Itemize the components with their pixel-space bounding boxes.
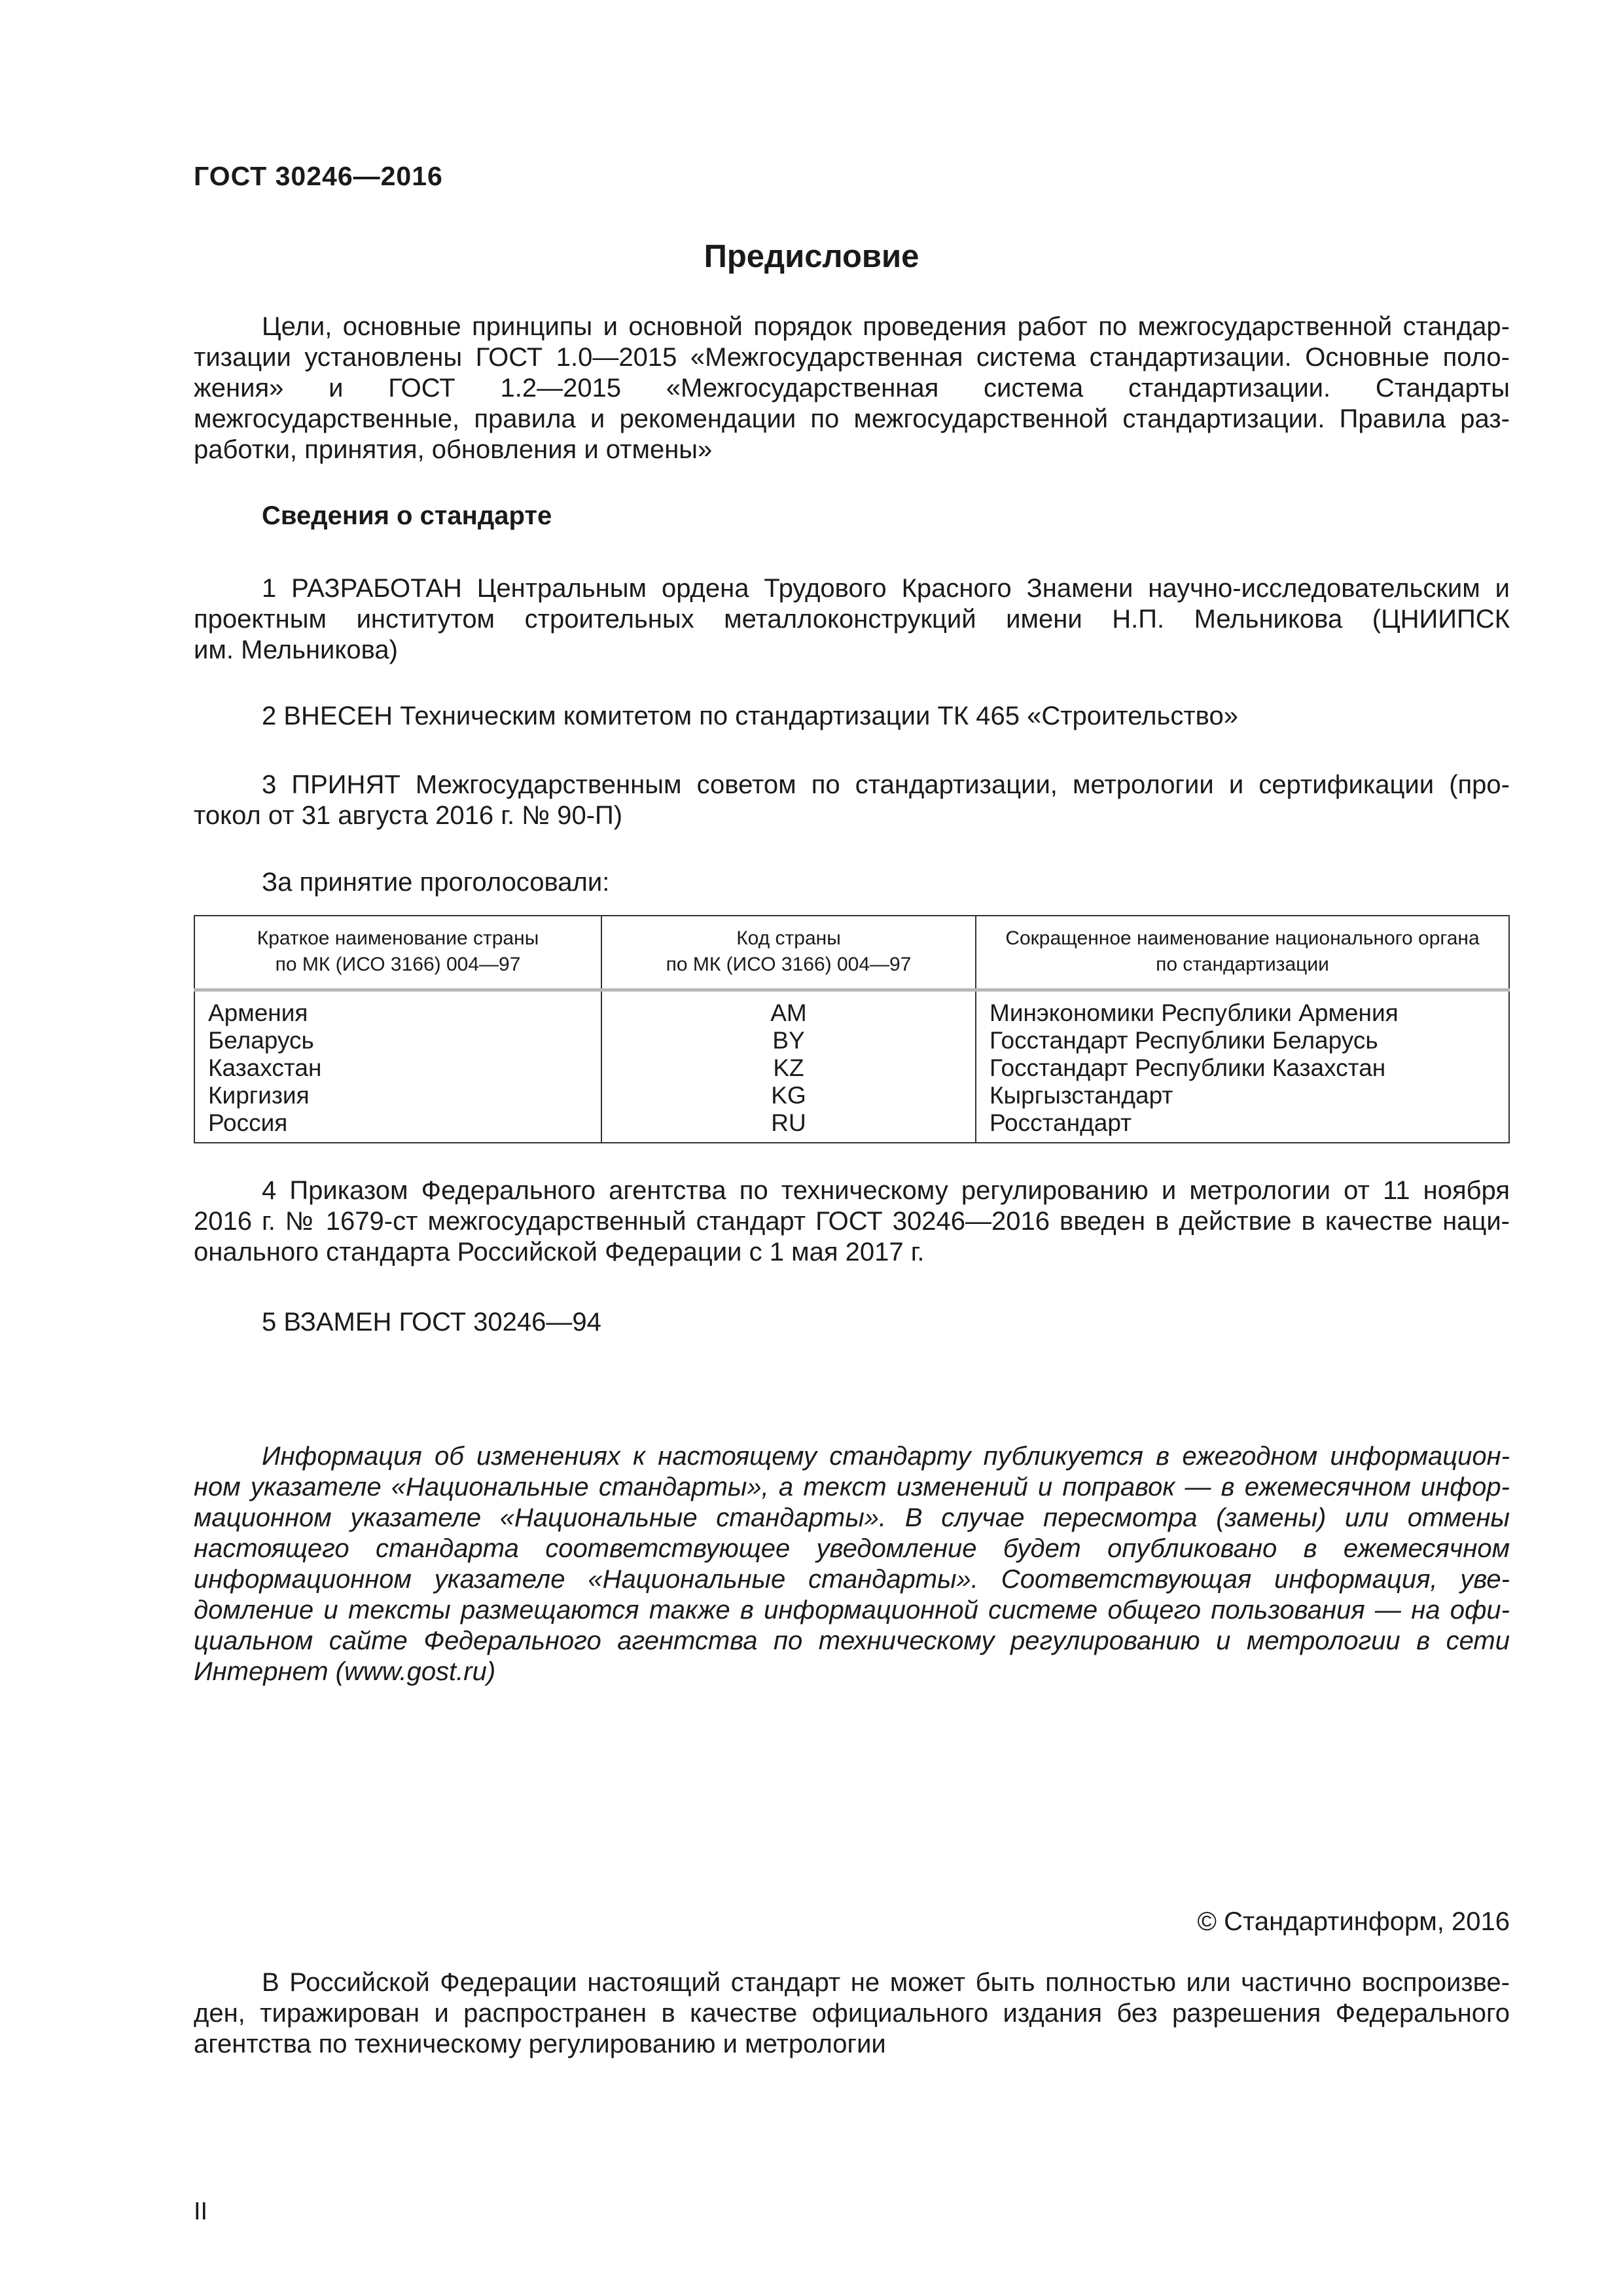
country-code: AM xyxy=(601,990,976,1028)
item-1-line: проектным институтом строительных металлоконструкций имени Н.П. Мельникова (ЦНИИПСК xyxy=(194,605,1510,634)
changes-info-line: мационном указателе «Национальные стандарты». В случае пересмотра (замены) или отмены xyxy=(194,1503,1510,1532)
copyright: © Стандартинформ, 2016 xyxy=(1197,1907,1510,1936)
item-3 xyxy=(194,770,1510,831)
intro-line: межгосударственные, правила и рекомендации по межгосударственной стандартизации. Правила раз- xyxy=(194,404,1510,433)
national-body: Госстандарт Республики Беларусь xyxy=(976,1027,1509,1054)
country-name: Беларусь xyxy=(194,1027,601,1054)
country-code: KZ xyxy=(601,1054,976,1082)
standard-info-heading: Сведения о стандарте xyxy=(262,501,552,530)
voted-label: За принятие проголосовали: xyxy=(262,868,610,897)
changes-info-line: Интернет (www.gost.ru) xyxy=(194,1657,496,1686)
notice-line: ден, тиражирован и распространен в качестве официального издания без разрешения Федерального xyxy=(194,1999,1510,2028)
item-5: 5 ВЗАМЕН ГОСТ 30246—94 xyxy=(262,1308,601,1336)
changes-info-line: циальном сайте Федерального агентства по техническому регулированию и метрологии в сети xyxy=(194,1626,1510,1655)
country-name: Россия xyxy=(194,1109,601,1143)
item-2: 2 ВНЕСЕН Техническим комитетом по стандартизации ТК 465 «Строительство» xyxy=(262,702,1238,730)
changes-info-line: ном указателе «Национальные стандарты», а текст изменений и поправок — в ежемесячном инфор- xyxy=(194,1473,1510,1501)
country-code: RU xyxy=(601,1109,976,1143)
item-3-line: токол от 31 августа 2016 г. № 90-П) xyxy=(194,801,623,830)
changes-info-line: домление и тексты размещаются также в информационной системе общего пользования — на офи- xyxy=(194,1596,1510,1624)
item-4-line: онального стандарта Российской Федерации с 1 мая 2017 г. xyxy=(194,1238,925,1266)
item-4 xyxy=(194,1175,1510,1268)
item-4-line: 2016 г. № 1679-ст межгосударственный стандарт ГОСТ 30246—2016 введен в действие в качестве наци- xyxy=(194,1207,1510,1236)
changes-info-paragraph xyxy=(194,1441,1510,1687)
intro-line: Цели, основные принципы и основной порядок проведения работ по межгосударственной стандар- xyxy=(262,312,1510,341)
national-body: Госстандарт Республики Казахстан xyxy=(976,1054,1509,1082)
table-row xyxy=(194,990,1509,1028)
item-1 xyxy=(194,573,1510,666)
header-country-name: Краткое наименование страны по МК (ИСО 3166) 004—97 xyxy=(194,916,601,990)
country-name: Казахстан xyxy=(194,1054,601,1082)
national-body: Росстандарт xyxy=(976,1109,1509,1143)
notice-line: агентства по техническому регулированию и метрологии xyxy=(194,2030,886,2058)
reproduction-notice xyxy=(194,1967,1510,2060)
item-4-line: 4 Приказом Федерального агентства по техническому регулированию и метрологии от 11 ноября xyxy=(262,1176,1510,1205)
table-row xyxy=(194,1054,1509,1082)
page-number: II xyxy=(194,2198,208,2225)
header-country-code: Код страны по МК (ИСО 3166) 004—97 xyxy=(601,916,976,990)
table-row xyxy=(194,1082,1509,1109)
item-1-line: 1 РАЗРАБОТАН Центральным ордена Трудового Красного Знамени научно-исследовательским и xyxy=(262,574,1510,603)
item-1-line: им. Мельникова) xyxy=(194,636,398,664)
table-row xyxy=(194,1027,1509,1054)
item-3-line: 3 ПРИНЯТ Межгосударственным советом по стандартизации, метрологии и сертификации (про- xyxy=(262,770,1510,799)
document-code: ГОСТ 30246—2016 xyxy=(194,161,443,191)
changes-info-line: настоящего стандарта соответствующее уведомление будет опубликовано в ежемесячном xyxy=(194,1534,1510,1563)
national-body: Минэкономики Республики Армения xyxy=(976,990,1509,1028)
national-body: Кыргызстандарт xyxy=(976,1082,1509,1109)
notice-line: В Российской Федерации настоящий стандарт не может быть полностью или частично воспроизве- xyxy=(262,1968,1510,1997)
intro-paragraph xyxy=(194,312,1510,465)
voting-table xyxy=(194,915,1510,1143)
table-header-row xyxy=(194,916,1509,990)
country-name: Киргизия xyxy=(194,1082,601,1109)
table-row xyxy=(194,1109,1509,1143)
country-code: BY xyxy=(601,1027,976,1054)
page-title: Предисловие xyxy=(704,239,919,274)
intro-line: жения» и ГОСТ 1.2—2015 «Межгосударственная система стандартизации. Стандарты xyxy=(194,374,1510,403)
intro-line: работки, принятия, обновления и отмены» xyxy=(194,435,713,464)
changes-info-line: информационном указателе «Национальные стандарты». Соответствующая информация, уве- xyxy=(194,1565,1510,1594)
country-code: KG xyxy=(601,1082,976,1109)
changes-info-line: Информация об изменениях к настоящему стандарту публикуется в ежегодном информацион- xyxy=(262,1442,1510,1471)
header-national-body: Сокращенное наименование национального органа по стандартизации xyxy=(976,916,1509,990)
intro-line: тизации установлены ГОСТ 1.0—2015 «Межгосударственная система стандартизации. Основные поло- xyxy=(194,343,1510,372)
country-name: Армения xyxy=(194,990,601,1028)
